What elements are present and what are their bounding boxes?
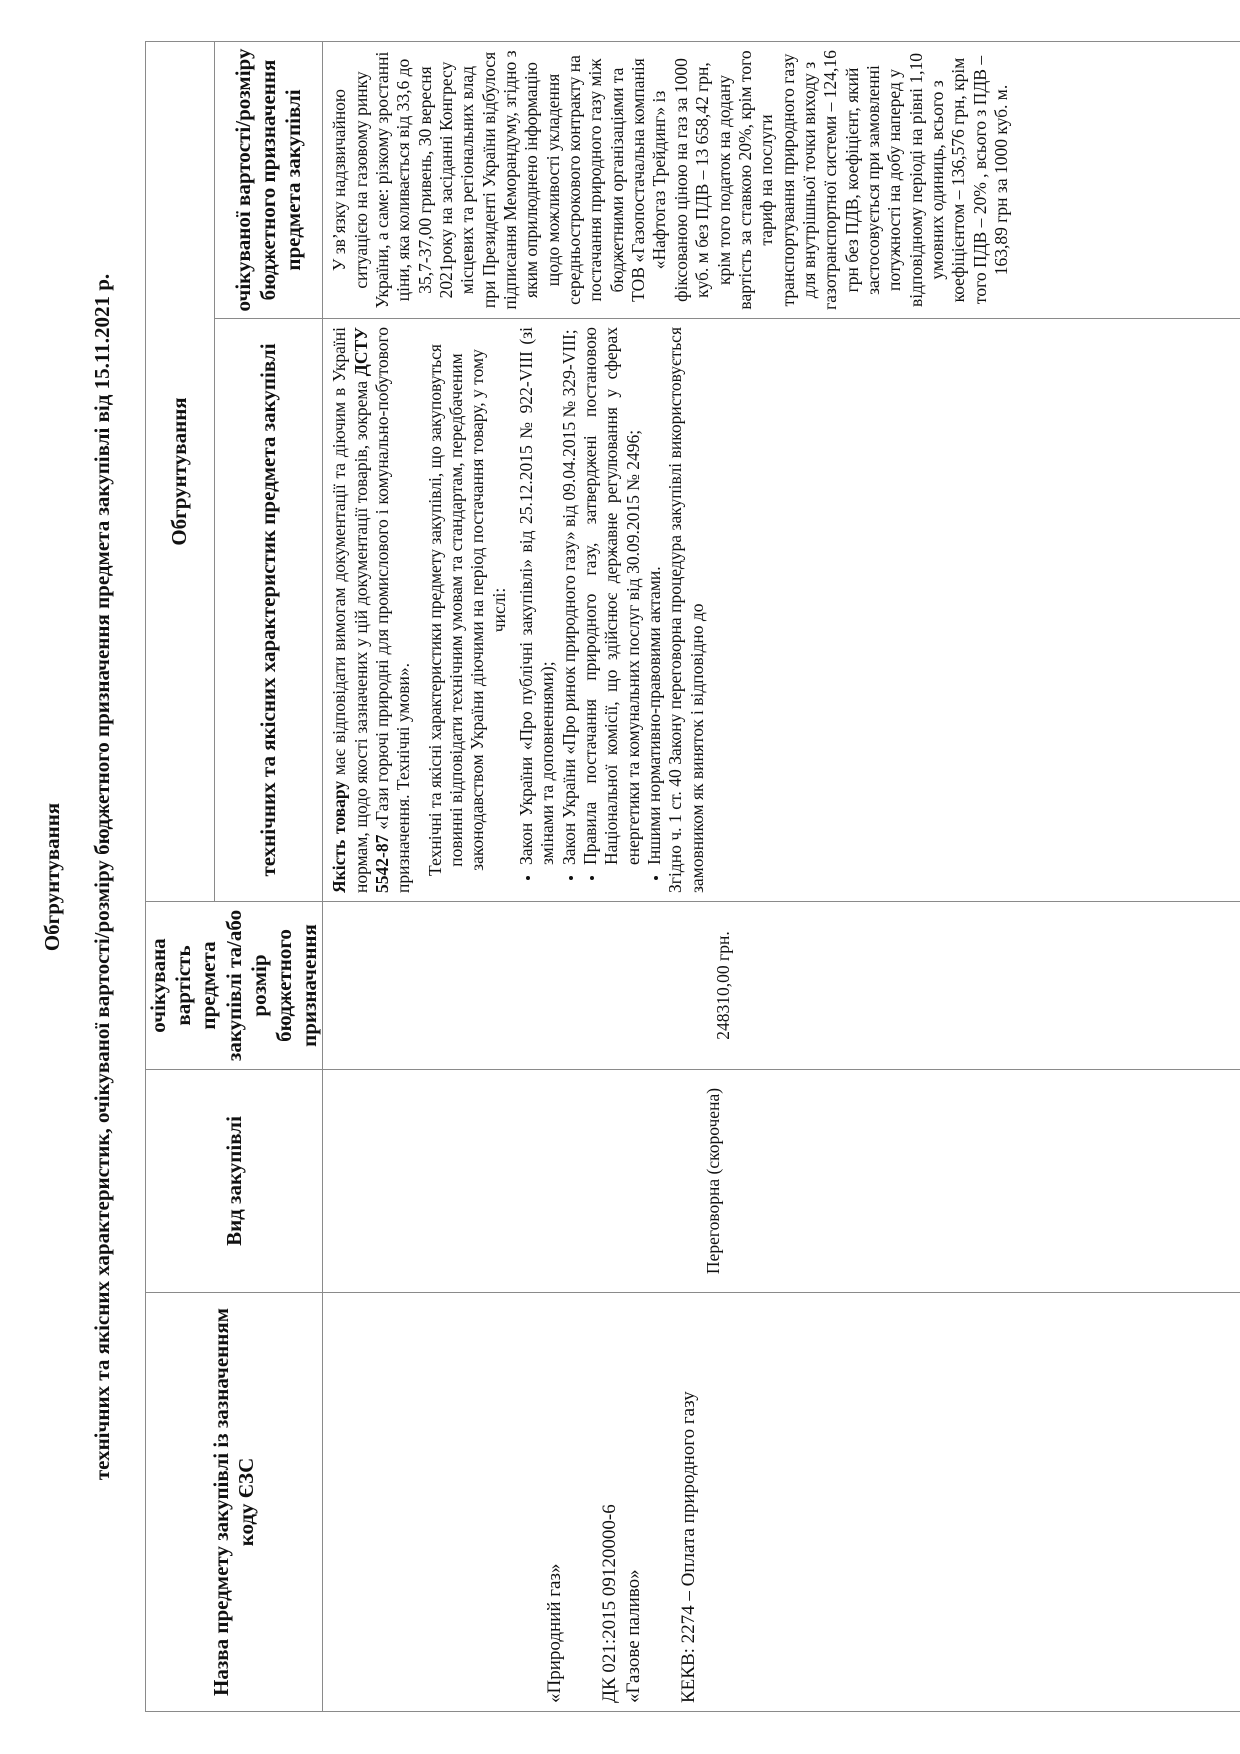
technical-paragraph: Технічні та якісні характеристики предмету закупівлі, що закуповуться повинні відповідати технічним умовам та стандартам, передбаченим законодавством України діючими на період постачання товару, у тому числі:	[424, 344, 509, 876]
header-justification-group: Обгрунтування	[146, 42, 215, 902]
cell-procurement-type: Переговорна (скорочена)	[323, 1070, 1240, 1293]
subject-kekv: КЕКВ: 2274 – Оплата природного газу	[677, 1391, 699, 1703]
header-cost-justification: очікуваної вартості/розміру бюджетного призначення предмета закупівлі	[214, 42, 323, 319]
subject-dk-name: «Газове паливо»	[622, 1569, 644, 1703]
header-procurement-type: Вид закупівлі	[146, 1070, 323, 1293]
header-technical: технічних та якісних характеристик предмета закупівлі	[214, 319, 323, 902]
table-row	[323, 42, 1240, 1712]
legal-acts-list	[516, 327, 665, 893]
list-item: • Закон України «Про публічні закупівлі» від 25.12.2015 № 922-VIII (зі змінами та доповненнями);	[516, 327, 559, 865]
dstu-code: ДСТУ 5542-87	[350, 327, 392, 893]
document-subtitle: технічних та якісних характеристик, очікуваної вартості/розміру бюджетного призначення предмета закупівлі від 15.11.2021 р.	[90, 273, 114, 1481]
justification-table	[145, 41, 1240, 1712]
table-header-row	[146, 42, 215, 1712]
list-item: • Правила постачання природного газу, затверджені постановою Національної комісії, що здійснює державне регулювання у сферах енергетики та комунальних послуг від 30.09.2015 № 2496;	[580, 327, 644, 865]
list-item: • Іншими нормативно-правовими актами.	[644, 327, 665, 865]
cell-cost-justification: У зв’язку надзвичайною ситуацією на газовому ринку України, а саме: різкому зростанні ціни, яка коливається від 33,6 до 35,7-37,00 гривень, 30 вересня 2021року на засіданні Конгресу місцевих та регіональних влад при Президенті України відбулося підписання Меморандуму, згідно з яким оприлюднено інформацію щодо можливості укладення середньострокового контракту на постачання природного газу між бюджетними організаціями та ТОВ «Газопостачальна компанія «Нафтогаз Трейдинг» із фіксованою ціною на газ за 1000 куб. м без ПДВ – 13 658,42 грн, крім того податок на додану вартість за ставкою 20%, крім того тариф на послуги транспортування природного газу для внутрішньої точки виходу з газотранспортної системи – 124,16 грн без ПДВ, коефіцієнт, який застосовується при замовленні потужності на добу наперед у відповідному періоді на рівні 1,10 умовних одиниць, всього з коефіцієнтом – 136,576 грн, крім того ПДВ – 20% , всього з ПДВ – 163,89 грн за 1000 куб. м.	[323, 42, 1240, 319]
quality-paragraph	[329, 327, 414, 893]
cell-technical	[323, 319, 1240, 902]
header-subject-name: Назва предмету закупівлі із зазначенням коду ЄЗС	[146, 1293, 323, 1712]
document-title: Обгрунтування	[40, 802, 64, 952]
quality-label: Якість товару	[329, 780, 350, 893]
cell-subject	[323, 1293, 1240, 1712]
subject-dk-code: ДК 021:2015 09120000-6	[599, 1504, 621, 1703]
subject-name: «Природний газ»	[544, 1563, 566, 1703]
list-item: • Закон України «Про ринок природного газу» від 09.04.2015 № 329-VIII;	[559, 327, 580, 865]
procedure-paragraph: Згідно ч. 1 ст. 40 Закону переговорна процедура закупівлі використовується замовником як виняток і відповідно до	[665, 327, 707, 893]
header-expected-cost: очікувана вартість предмета закупівлі та/або розмір бюджетного призначення	[146, 902, 323, 1070]
dstu-text: «Гази горючі природні для промислового і комунально-побутового призначення. Технічні умови».	[372, 327, 414, 893]
quality-text: має відповідати вимогам документації та діючим в Україні нормам, щодо якості зазначених у цій документації товарів, зокрема	[329, 327, 371, 893]
cell-expected-cost: 248310,00 грн.	[323, 902, 1240, 1070]
